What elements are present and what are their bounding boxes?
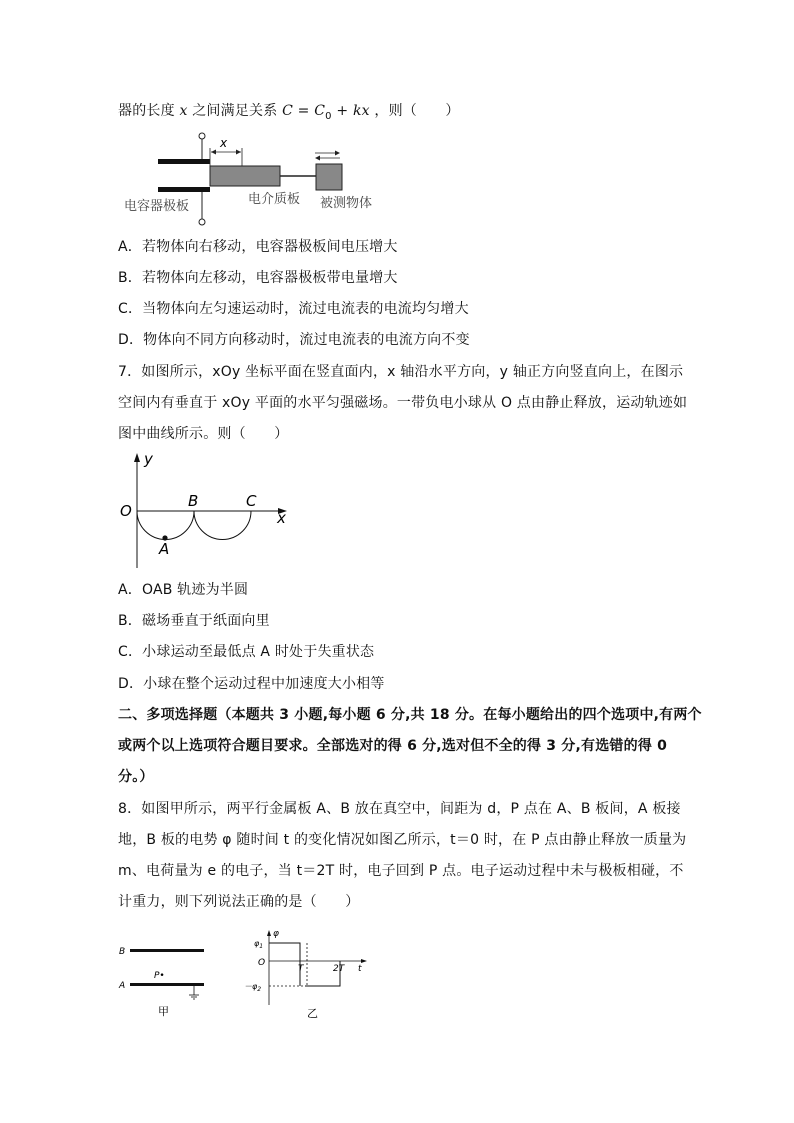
q8-label-t-period: T — [298, 964, 304, 974]
q8-plate-b — [130, 949, 204, 952]
q8-phi-arrow — [267, 930, 271, 936]
q8-figure-yi — [240, 925, 380, 1020]
q7-label-o: O — [120, 502, 132, 520]
q8-label-phi: φ — [273, 929, 279, 939]
q6-motion-arrowhead-right — [335, 151, 340, 156]
q7-arc-bc — [194, 511, 251, 540]
section2-heading-line-2: 或两个以上选项符合题目要求。全部选对的得 6 分,选对但不全的得 3 分,有选错的得 0 — [118, 738, 668, 754]
q6-capacitor-figure — [118, 130, 398, 230]
q8-label-2t: 2T — [333, 964, 345, 974]
q6-motion-arrowhead-left — [315, 156, 320, 161]
q8-stem-line-1: 8．如图甲所示，两平行金属板 A、B 放在真空中，间距为 d，P 点在 A、B 板间，A 板接 — [118, 801, 681, 817]
q7-label-x: x — [277, 509, 286, 527]
q8-label-phi1: $\varphi_1$ — [254, 939, 264, 950]
q6-option-c: C．当物体向左匀速运动时，流过电流表的电流均匀增大 — [118, 301, 469, 317]
q8-label-phi2: $-\varphi_2$ — [244, 982, 262, 993]
q6-stem-x: x — [179, 103, 188, 119]
q8-phi1-segment — [269, 943, 300, 986]
q6-dielectric-board — [210, 166, 280, 186]
q7-label-y: y — [144, 450, 153, 468]
q8-stem-line-2: 地，B 板的电势 φ 随时间 t 的变化情况如图乙所示，t＝0 时，在 P 点由静止释放一质量为 — [118, 832, 687, 848]
q6-bottom-terminal — [199, 219, 205, 225]
q7-label-a: A — [159, 540, 170, 558]
q6-x-arrow-left — [211, 150, 216, 155]
q6-formula-sub: 0 — [325, 110, 332, 122]
q7-y-arrow — [134, 453, 140, 462]
q6-fig-plate-label: 电容器极板 — [124, 199, 190, 214]
q6-fig-x-label: x — [220, 136, 228, 150]
q7-trajectory-figure — [114, 448, 294, 573]
q6-option-b: B．若物体向左移动，电容器极板带电量增大 — [118, 270, 398, 286]
q8-label-t: t — [358, 964, 362, 974]
q7-label-b: B — [188, 492, 199, 510]
q7-label-c: C — [246, 492, 257, 510]
q8-t-arrow — [361, 959, 367, 963]
q6-stem-text-3: ，则（ ） — [374, 103, 460, 119]
q6-fig-object-label: 被测物体 — [320, 196, 373, 211]
section2-heading-line-1: 二、多项选择题（本题共 3 小题,每小题 6 分,共 18 分。在每小题给出的四个选项中,有两个 — [118, 707, 702, 723]
q7-stem-line-2: 空间内有垂直于 xOy 平面的水平匀强磁场。一带负电小球从 O 点由静止释放，运动轨迹如 — [118, 395, 688, 411]
q6-stem-text-1: 器的长度 — [118, 103, 175, 119]
q8-label-p: P• — [154, 971, 165, 981]
q8-figure-jia — [116, 935, 216, 1020]
q6-measured-object — [316, 164, 342, 190]
q7-stem-line-1: 7．如图所示，xOy 坐标平面在竖直面内，x 轴沿水平方向，y 轴正方向竖直向上，在图示 — [118, 364, 684, 380]
q8-stem-line-4: 计重力，则下列说法正确的是（ ） — [118, 894, 360, 910]
q6-x-arrow-right — [236, 150, 241, 155]
q6-option-d: D．物体向不同方向移动时，流过电流表的电流方向不变 — [118, 332, 470, 348]
q8-stem-line-3: m、电荷量为 e 的电子，当 t＝2T 时，电子回到 P 点。电子运动过程中未与极板相碰，不 — [118, 863, 684, 879]
q6-formula-end: + kx — [336, 103, 370, 119]
q7-option-b: B．磁场垂直于纸面向里 — [118, 613, 270, 629]
q6-fig-dielectric-label: 电介质板 — [248, 192, 301, 207]
q7-option-a: A．OAB 轨迹为半圆 — [118, 582, 249, 598]
q8-label-b: B — [119, 947, 126, 957]
q8-caption-yi: 乙 — [307, 1007, 318, 1020]
q6-stem-text-2: 之间满足关系 — [192, 103, 278, 119]
q8-plate-a — [130, 983, 204, 986]
q7-arc-oab — [137, 511, 194, 540]
q6-top-plate — [158, 159, 210, 164]
q6-stem-tail — [118, 101, 460, 127]
q8-label-o: O — [258, 958, 266, 968]
q8-label-a: A — [119, 981, 126, 991]
q6-formula: C = C — [282, 103, 326, 119]
q7-option-c: C．小球运动至最低点 A 时处于失重状态 — [118, 644, 375, 660]
q6-bottom-plate — [158, 187, 210, 192]
q8-caption-jia: 甲 — [158, 1005, 169, 1018]
q6-top-terminal — [199, 133, 205, 139]
q7-stem-line-3: 图中曲线所示。则（ ） — [118, 426, 289, 442]
q7-option-d: D．小球在整个运动过程中加速度大小相等 — [118, 676, 385, 692]
section2-heading-line-3: 分。） — [118, 769, 154, 785]
q6-option-a: A．若物体向右移动，电容器极板间电压增大 — [118, 239, 398, 255]
